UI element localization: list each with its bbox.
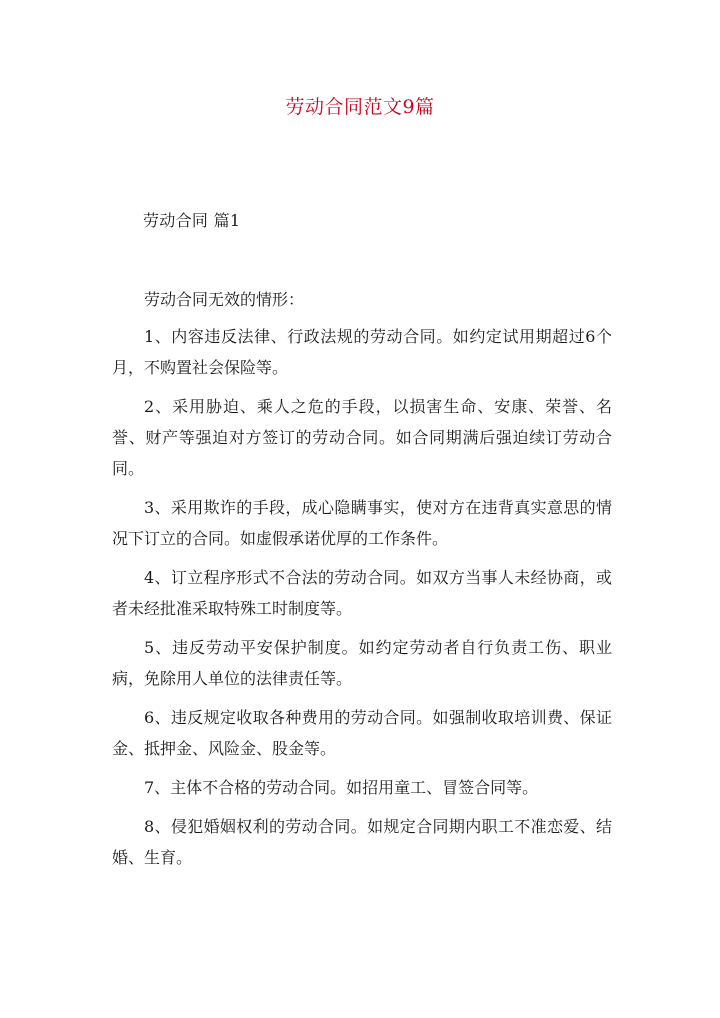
list-item: 6、违反规定收取各种费用的劳动合同。如强制收取培训费、保证金、抵押金、风险金、股金等。 xyxy=(112,708,612,758)
list-item: 1、内容违反法律、行政法规的劳动合同。如约定试用期超过6个月，不购置社会保险等。 xyxy=(112,327,612,377)
document-title: 劳动合同范文9篇 xyxy=(285,96,435,118)
document-body xyxy=(112,284,612,881)
list-item: 5、违反劳动平安保护制度。如约定劳动者自行负责工伤、职业病，免除用人单位的法律责任等。 xyxy=(112,638,612,688)
list-item: 7、主体不合格的劳动合同。如招用童工、冒签合同等。 xyxy=(144,778,539,797)
section-heading: 劳动合同 篇1 xyxy=(143,211,241,230)
list-item: 3、采用欺诈的手段，成心隐瞒事实，使对方在违背真实意思的情况下订立的合同。如虚假承诺优厚的工作条件。 xyxy=(112,498,612,548)
intro-paragraph: 劳动合同无效的情形： xyxy=(144,290,305,309)
list-item: 8、侵犯婚姻权利的劳动合同。如规定合同期内职工不准恋爱、结婚、生育。 xyxy=(112,817,612,867)
list-item: 2、采用胁迫、乘人之危的手段，以损害生命、安康、荣誉、名誉、财产等强迫对方签订的劳动合同。如合同期满后强迫续订劳动合同。 xyxy=(112,397,612,478)
list-item: 4、订立程序形式不合法的劳动合同。如双方当事人未经协商，或者未经批准采取特殊工时制度等。 xyxy=(112,568,612,618)
